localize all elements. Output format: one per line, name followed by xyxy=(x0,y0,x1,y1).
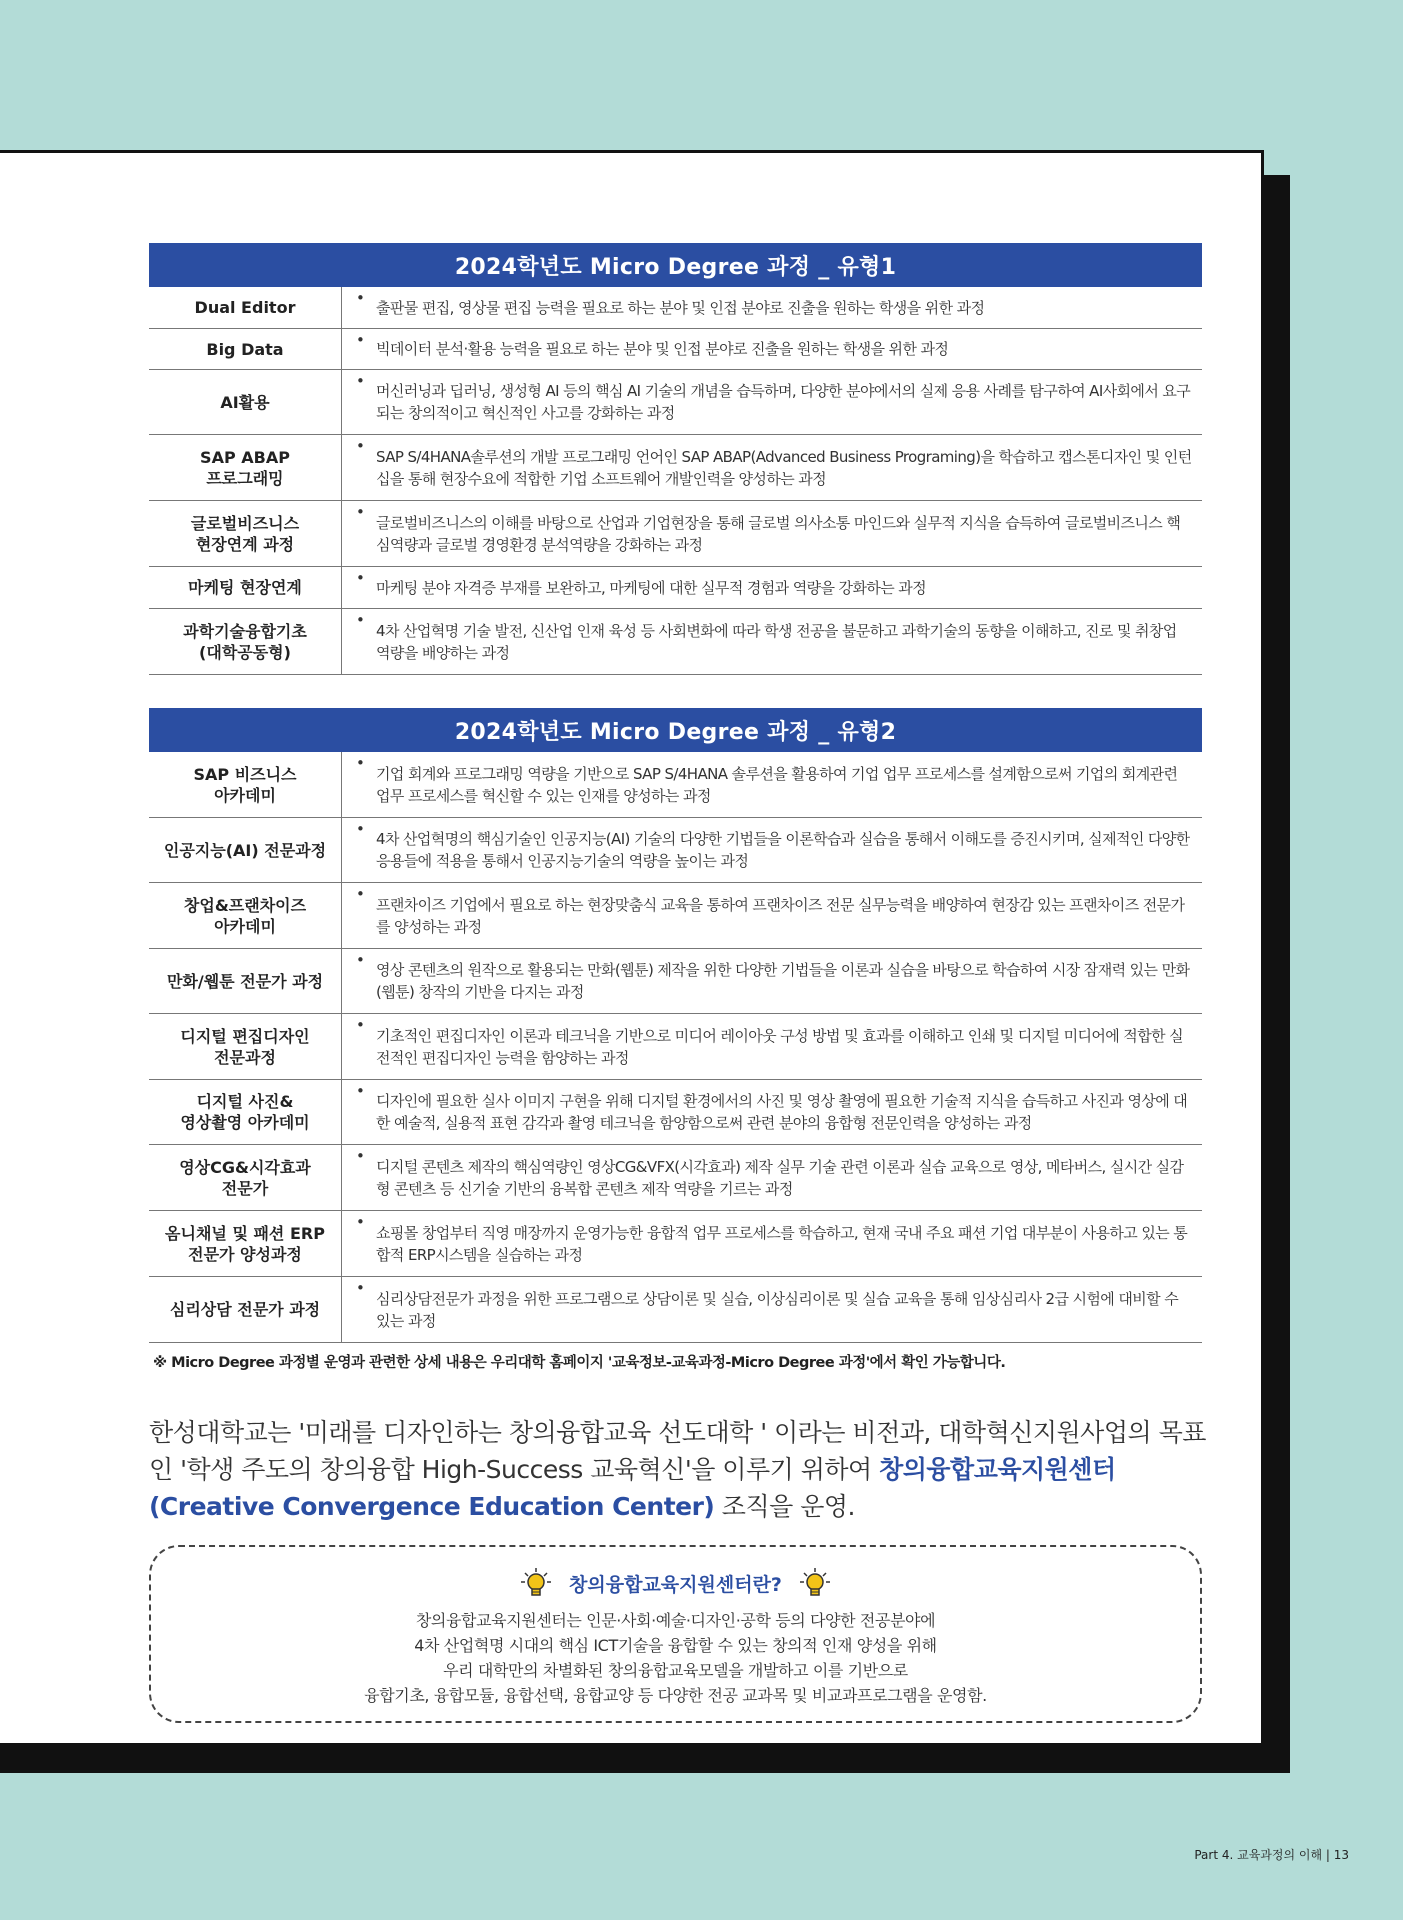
intro-highlight: 창의융합교육지원센터 (Creative Convergence Education Center) xyxy=(149,1455,1116,1521)
course-description-text: 4차 산업혁명의 핵심기술인 인공지능(AI) 기술의 다양한 기법들을 이론학습과 실습을 통해서 이해도를 증진시키며, 실제적인 다양한 응용들에 적용을 통해서 인공지능기술의 역량을 높이는 과정 xyxy=(376,830,1190,870)
bullet-marker: • xyxy=(356,503,365,521)
course-name: Dual Editor xyxy=(149,287,342,328)
course-description xyxy=(342,1014,1202,1079)
course-description-text: 글로벌비즈니스의 이해를 바탕으로 산업과 기업현장을 통해 글로벌 의사소통 마인드와 실무적 지식을 습득하여 글로벌비즈니스 핵심역량과 글로벌 경영환경 분석역량을 강화하는 과정 xyxy=(376,513,1181,554)
bullet-marker: • xyxy=(356,1213,365,1231)
table-row xyxy=(149,1211,1202,1277)
bullet-marker: • xyxy=(356,331,365,349)
table-row xyxy=(149,1145,1202,1211)
bullet-marker: • xyxy=(356,820,365,838)
center-info-line: 4차 산업혁명 시대의 핵심 ICT기술을 융합할 수 있는 창의적 인재 양성을 위해 xyxy=(414,1636,937,1655)
table-row xyxy=(149,435,1202,501)
course-description-text: 쇼핑몰 창업부터 직영 매장까지 운영가능한 융합적 업무 프로세스를 학습하고, 현재 국내 주요 패션 기업 대부분이 사용하고 있는 통합적 ERP시스템을 실습하는 과정 xyxy=(376,1223,1188,1264)
table-row xyxy=(149,567,1202,609)
course-description-text: 출판물 편집, 영상물 편집 능력을 필요로 하는 분야 및 인접 분야로 진출을 원하는 학생을 위한 과정 xyxy=(376,298,985,317)
course-name: 옴니채널 및 패션 ERP 전문가 양성과정 xyxy=(149,1211,342,1276)
table-row xyxy=(149,1277,1202,1343)
bullet-marker: • xyxy=(356,951,365,969)
course-description-text: 기초적인 편집디자인 이론과 테크닉을 기반으로 미디어 레이아웃 구성 방법 및 효과를 이해하고 인쇄 및 디지털 미디어에 적합한 실전적인 편집디자인 능력을 함양하는 과정 xyxy=(376,1026,1184,1067)
bullet-marker: • xyxy=(356,1016,365,1034)
center-info-line: 우리 대학만의 차별화된 창의융합교육모델을 개발하고 이를 기반으로 xyxy=(443,1661,908,1680)
course-name: 디지털 사진& 영상촬영 아카데미 xyxy=(149,1080,342,1144)
course-name: 만화/웹툰 전문가 과정 xyxy=(149,949,342,1013)
course-description xyxy=(342,883,1202,948)
table-type2-body xyxy=(149,752,1202,1343)
center-info-line: 창의융합교육지원센터는 인문·사회·예술·디자인·공학 등의 다양한 전공분야에 xyxy=(415,1611,936,1630)
course-name: 심리상담 전문가 과정 xyxy=(149,1277,342,1342)
bullet-marker: • xyxy=(356,1082,365,1100)
intro-text-part1: 한성대학교는 '미래를 디자인하는 창의융합교육 선도대학 ' 이라는 비전과, 대학혁신지원사업의 목표인 '학생 주도의 창의융합 High-Success 교육혁신'을 이루기 위하여 xyxy=(149,1418,1206,1484)
table-type1-body xyxy=(149,287,1202,675)
course-name: Big Data xyxy=(149,329,342,369)
intro-paragraph xyxy=(149,1414,1209,1525)
course-description xyxy=(342,609,1202,674)
center-info-title-row xyxy=(151,1567,1200,1599)
table-row xyxy=(149,609,1202,675)
center-info-body xyxy=(151,1608,1200,1708)
table-type2-title: 2024학년도 Micro Degree 과정 _ 유형2 xyxy=(149,708,1202,752)
bullet-marker: • xyxy=(356,372,365,390)
course-name: 인공지능(AI) 전문과정 xyxy=(149,818,342,882)
table-row xyxy=(149,752,1202,818)
course-description xyxy=(342,949,1202,1013)
table-row xyxy=(149,329,1202,370)
bullet-marker: • xyxy=(356,1279,365,1297)
course-description-text: 빅데이터 분석·활용 능력을 필요로 하는 분야 및 인접 분야로 진출을 원하는 학생을 위한 과정 xyxy=(376,340,949,358)
course-name: SAP ABAP 프로그래밍 xyxy=(149,435,342,500)
course-description xyxy=(342,435,1202,500)
lightbulb-icon xyxy=(521,1567,551,1599)
course-description-text: 심리상담전문가 과정을 위한 프로그램으로 상담이론 및 실습, 이상심리이론 및 실습 교육을 통해 임상심리사 2급 시험에 대비할 수 있는 과정 xyxy=(376,1289,1179,1330)
course-description-text: 4차 산업혁명 기술 발전, 신산업 인재 육성 등 사회변화에 따라 학생 전공을 불문하고 과학기술의 동향을 이해하고, 진로 및 취창업 역량을 배양하는 과정 xyxy=(376,621,1177,662)
table-row xyxy=(149,287,1202,329)
bullet-marker: • xyxy=(356,885,365,903)
course-description xyxy=(342,501,1202,566)
course-name: 창업&프랜차이즈 아카데미 xyxy=(149,883,342,948)
course-description-text: 프랜차이즈 기업에서 필요로 하는 현장맞춤식 교육을 통하여 프랜차이즈 전문 실무능력을 배양하여 현장감 있는 프랜차이즈 전문가를 양성하는 과정 xyxy=(376,895,1185,936)
course-description-text: SAP S/4HANA솔루션의 개발 프로그래밍 언어인 SAP ABAP(Advanced Business Programing)을 학습하고 캡스톤디자인 및 인턴십을 통해 현장수요에 적합한 기업 소프트웨어 개발인력을 양성하는 과정 xyxy=(376,447,1192,488)
table-row xyxy=(149,883,1202,949)
table-row xyxy=(149,501,1202,567)
table-type1 xyxy=(149,243,1202,675)
bullet-marker: • xyxy=(356,1147,365,1165)
course-description xyxy=(342,287,1202,328)
course-name: SAP 비즈니스 아카데미 xyxy=(149,752,342,817)
center-info-title: 창의융합교육지원센터란? xyxy=(569,1573,782,1596)
center-info-box xyxy=(149,1545,1202,1723)
table-row xyxy=(149,818,1202,883)
course-description xyxy=(342,329,1202,369)
course-description-text: 머신러닝과 딥러닝, 생성형 AI 등의 핵심 AI 기술의 개념을 습득하며, 다양한 분야에서의 실제 응용 사례를 탐구하여 AI사회에서 요구되는 창의적이고 혁신적인 사고를 강화하는 과정 xyxy=(376,382,1191,422)
course-description-text: 디지털 콘텐츠 제작의 핵심역량인 영상CG&VFX(시각효과) 제작 실무 기술 관련 이론과 실습 교육으로 영상, 메타버스, 실시간 실감형 콘텐츠 등 신기술 기반의 융복합 콘텐츠 제작 역량을 기르는 과정 xyxy=(376,1157,1184,1198)
table-row xyxy=(149,949,1202,1014)
course-name: AI활용 xyxy=(149,370,342,434)
course-description-text: 마케팅 분야 자격증 부재를 보완하고, 마케팅에 대한 실무적 경험과 역량을 강화하는 과정 xyxy=(376,578,927,597)
bullet-marker: • xyxy=(356,611,365,629)
course-description xyxy=(342,1277,1202,1342)
lightbulb-icon xyxy=(800,1567,830,1599)
course-description xyxy=(342,752,1202,817)
course-name: 디지털 편집디자인 전문과정 xyxy=(149,1014,342,1079)
course-description xyxy=(342,1211,1202,1276)
course-name: 과학기술융합기초 (대학공동형) xyxy=(149,609,342,674)
course-description-text: 영상 콘텐츠의 원작으로 활용되는 만화(웹툰) 제작을 위한 다양한 기법들을 이론과 실습을 바탕으로 학습하여 시장 잠재력 있는 만화(웹툰) 창작의 기반을 다지는 과정 xyxy=(376,961,1190,1001)
table-type1-title: 2024학년도 Micro Degree 과정 _ 유형1 xyxy=(149,243,1202,287)
page-footer: Part 4. 교육과정의 이해 | 13 xyxy=(1194,1848,1349,1862)
course-name: 영상CG&시각효과 전문가 xyxy=(149,1145,342,1210)
course-description xyxy=(342,818,1202,882)
course-name: 마케팅 현장연계 xyxy=(149,567,342,608)
table-row xyxy=(149,1080,1202,1145)
intro-text-part2: 조직을 운영. xyxy=(714,1492,855,1521)
bullet-marker: • xyxy=(356,754,365,772)
table-row xyxy=(149,1014,1202,1080)
table-row xyxy=(149,370,1202,435)
course-description-text: 디자인에 필요한 실사 이미지 구현을 위해 디지털 환경에서의 사진 및 영상 촬영에 필요한 기술적 지식을 습득하고 사진과 영상에 대한 예술적, 실용적 표현 감각과 촬영 테크닉을 함양함으로써 관련 분야의 융합형 전문인력을 양성하는 과정 xyxy=(376,1092,1188,1132)
center-info-line: 융합기초, 융합모듈, 융합선택, 융합교양 등 다양한 전공 교과목 및 비교과프로그램을 운영함. xyxy=(364,1686,987,1705)
course-description-text: 기업 회계와 프로그래밍 역량을 기반으로 SAP S/4HANA 솔루션을 활용하여 기업 업무 프로세스를 설계함으로써 기업의 회계관련 업무 프로세스를 혁신할 수 있는 인재를 양성하는 과정 xyxy=(376,764,1178,805)
course-name: 글로벌비즈니스 현장연계 과정 xyxy=(149,501,342,566)
table-footnote: ※ Micro Degree 과정별 운영과 관련한 상세 내용은 우리대학 홈페이지 '교육정보-교육과정-Micro Degree 과정'에서 확인 가능합니다. xyxy=(153,1355,1006,1371)
table-type2 xyxy=(149,708,1202,1343)
course-description xyxy=(342,567,1202,608)
bullet-marker: • xyxy=(356,289,365,307)
bullet-marker: • xyxy=(356,437,365,455)
course-description xyxy=(342,370,1202,434)
bullet-marker: • xyxy=(356,569,365,587)
course-description xyxy=(342,1080,1202,1144)
course-description xyxy=(342,1145,1202,1210)
